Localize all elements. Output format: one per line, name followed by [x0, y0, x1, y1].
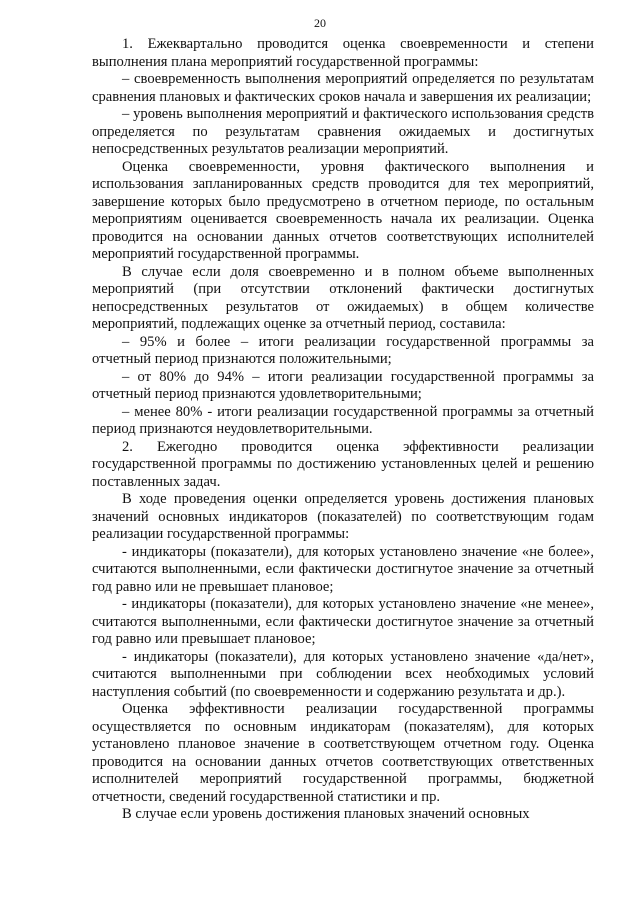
list-item-unsatisfactory: – менее 80% - итоги реализации государственной программы за отчетный период признаются неудовлетворительными.	[92, 403, 594, 437]
paragraph-annual-assessment: 2. Ежегодно проводится оценка эффективности реализации государственной программы по достижению установленных целей и решению поставленных задач.	[92, 438, 594, 490]
list-item-satisfactory: – от 80% до 94% – итоги реализации государственной программы за отчетный период признаются удовлетворительными;	[92, 368, 594, 402]
list-item-yes-no: - индикаторы (показатели), для которых установлено значение «да/нет», считаются выполненными при соблюдении всех необходимых условий наступления событий (по своевременности и содержанию результата и др.).	[92, 648, 594, 700]
list-item-not-more: - индикаторы (показатели), для которых установлено значение «не более», считаются выполненными, если фактически достигнутое значение за отчетный год равно или не превышает плановое;	[92, 543, 594, 595]
paragraph-share-condition: В случае если доля своевременно и в полном объеме выполненных мероприятий (при отсутствии отклонений фактически достигнутых непосредственных результатов от ожидаемых) в общем количестве мероприятий, подлежащих оценке за отчетный период, составила:	[92, 263, 594, 332]
list-item-not-less: - индикаторы (показатели), для которых установлено значение «не менее», считаются выполненными, если фактически достигнутое значение за отчетный год равно или превышает плановое;	[92, 596, 594, 647]
paragraph-assessment-scope: Оценка своевременности, уровня фактического выполнения и использования запланированных средств проводится для тех мероприятий, завершение которых было предусмотрено в отчетном периоде, по остальным мероприятиям оценивается своевременность начала их реализации. Оценка проводится на основании данных отчетов соответствующих исполнителей мероприятий государственной программы.	[92, 158, 594, 262]
document-body	[92, 36, 594, 824]
page-number: 20	[314, 16, 326, 30]
list-item-positive: – 95% и более – итоги реализации государственной программы за отчетный период признаются положительными;	[92, 333, 594, 367]
list-item-timeliness: – своевременность выполнения мероприятий определяется по результатам сравнения плановых и фактических сроков начала и завершения их реализации;	[92, 71, 594, 105]
list-item-execution-level: – уровень выполнения мероприятий и фактического использования средств определяется по результатам сравнения ожидаемых и достигнутых непосредственных результатов реализации мероприятий.	[92, 106, 594, 157]
paragraph-indicator-level: В ходе проведения оценки определяется уровень достижения плановых значений основных индикаторов (показателей) по соответствующим годам реализации государственной программы:	[92, 491, 594, 542]
paragraph-quarterly-assessment: 1. Ежеквартально проводится оценка своевременности и степени выполнения плана мероприятий государственной программы:	[92, 36, 594, 70]
paragraph-continuation: В случае если уровень достижения плановых значений основных	[122, 806, 530, 822]
paragraph-efficiency-basis: Оценка эффективности реализации государственной программы осуществляется по основным индикаторам (показателям), для которых установлено плановое значение в соответствующем отчетном году. Оценка проводится на основании данных отчетов соответствующих ответственных исполнителей мероприятий государственной программы, бюджетной отчетности, сведений государственной статистики и пр.	[92, 701, 594, 805]
